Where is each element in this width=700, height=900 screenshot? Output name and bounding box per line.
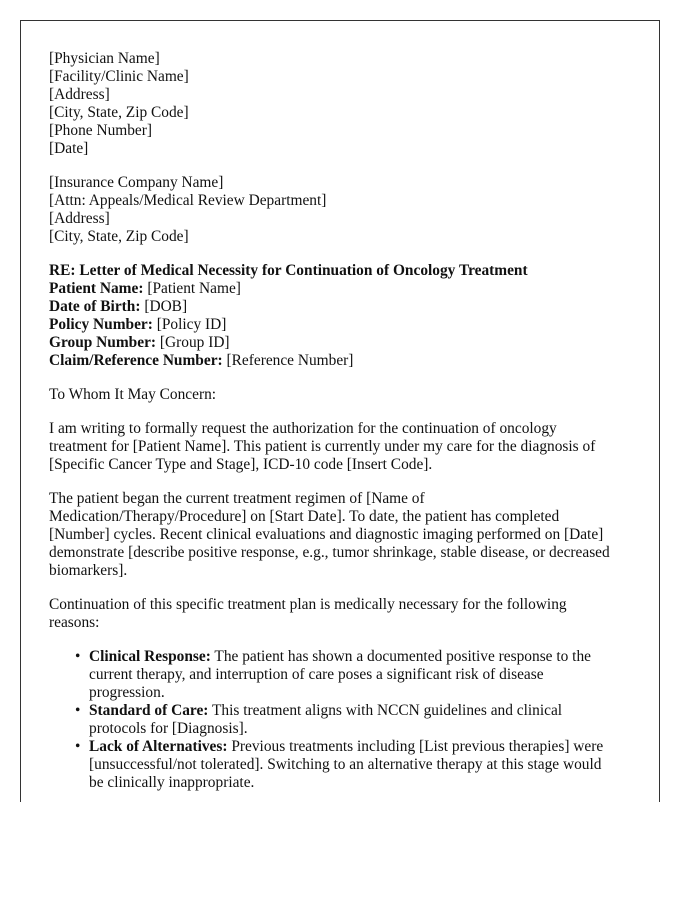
reason-text: Previous treatments including [List previous therapies] were — [227, 738, 604, 755]
list-item-clinical-response — [75, 648, 639, 702]
subject-line: RE: Letter of Medical Necessity for Continuation of Oncology Treatment — [49, 262, 528, 279]
sender-phone: [Phone Number] — [49, 122, 153, 139]
paragraph-line: biomarkers]. — [49, 562, 128, 579]
patient-name-field — [49, 280, 639, 298]
list-item-line: be clinically inappropriate. — [89, 774, 255, 791]
reference-block — [49, 262, 639, 370]
paragraph-line: I am writing to formally request the authorization for the continuation of oncology — [49, 420, 557, 437]
field-value: [Patient Name] — [147, 280, 241, 297]
sender-facility-name: [Facility/Clinic Name] — [49, 68, 189, 85]
letter-date: [Date] — [49, 140, 89, 157]
field-value: [Reference Number] — [226, 352, 354, 369]
reason-title: Clinical Response: — [89, 648, 211, 665]
field-label: Policy Number: — [49, 316, 153, 333]
reason-text: The patient has shown a documented positive response to the — [210, 648, 591, 665]
reasons-list — [49, 648, 639, 792]
sender-address-block — [49, 50, 639, 158]
salutation: To Whom It May Concern: — [49, 386, 217, 403]
paragraph-line: [Number] cycles. Recent clinical evaluations and diagnostic imaging performed on [Date] — [49, 526, 604, 543]
sender-physician-name: [Physician Name] — [49, 50, 160, 67]
field-value: [DOB] — [144, 298, 188, 315]
recipient-company-name: [Insurance Company Name] — [49, 174, 224, 191]
paragraph-line: The patient began the current treatment regimen of [Name of — [49, 490, 425, 507]
recipient-address-block — [49, 174, 639, 246]
list-item-line: progression. — [89, 684, 165, 701]
list-item-lack-of-alternatives — [75, 738, 639, 792]
paragraph-line: reasons: — [49, 614, 100, 631]
list-item-line: [unsuccessful/not tolerated]. Switching to an alternative therapy at this stage would — [89, 756, 602, 773]
paragraph-treatment-history — [49, 490, 639, 580]
letter-page — [20, 20, 660, 802]
bullet-icon: • — [75, 648, 81, 665]
date-of-birth-field — [49, 298, 639, 316]
policy-number-field — [49, 316, 639, 334]
paragraph-request — [49, 420, 639, 474]
field-label: Group Number: — [49, 334, 157, 351]
bullet-icon: • — [75, 702, 81, 719]
reason-title: Standard of Care: — [89, 702, 209, 719]
paragraph-line: Continuation of this specific treatment plan is medically necessary for the following — [49, 596, 567, 613]
paragraph-line: Medication/Therapy/Procedure] on [Start Date]. To date, the patient has completed — [49, 508, 560, 525]
sender-city-state-zip: [City, State, Zip Code] — [49, 104, 189, 121]
field-label: Claim/Reference Number: — [49, 352, 223, 369]
paragraph-line: demonstrate [describe positive response, e.g., tumor shrinkage, stable disease, or decreased — [49, 544, 610, 561]
bullet-icon: • — [75, 738, 81, 755]
paragraph-line: treatment for [Patient Name]. This patient is currently under my care for the diagnosis of — [49, 438, 596, 455]
list-item-standard-of-care — [75, 702, 639, 738]
list-item-line — [89, 648, 639, 666]
field-value: [Policy ID] — [156, 316, 227, 333]
list-item-line: current therapy, and interruption of care poses a significant risk of disease — [89, 666, 544, 683]
sender-address: [Address] — [49, 86, 110, 103]
field-label: Date of Birth: — [49, 298, 141, 315]
field-value: [Group ID] — [159, 334, 230, 351]
claim-reference-number-field — [49, 352, 639, 370]
group-number-field — [49, 334, 639, 352]
field-label: Patient Name: — [49, 280, 144, 297]
recipient-attention: [Attn: Appeals/Medical Review Department] — [49, 192, 327, 209]
recipient-city-state-zip: [City, State, Zip Code] — [49, 228, 189, 245]
letter-content — [49, 50, 639, 792]
list-item-line — [89, 738, 639, 756]
recipient-address: [Address] — [49, 210, 110, 227]
paragraph-necessity-intro — [49, 596, 639, 632]
reason-text: This treatment aligns with NCCN guidelines and clinical — [208, 702, 563, 719]
paragraph-line: [Specific Cancer Type and Stage], ICD-10 code [Insert Code]. — [49, 456, 433, 473]
list-item-line: protocols for [Diagnosis]. — [89, 720, 248, 737]
reason-title: Lack of Alternatives: — [89, 738, 228, 755]
list-item-line — [89, 702, 639, 720]
